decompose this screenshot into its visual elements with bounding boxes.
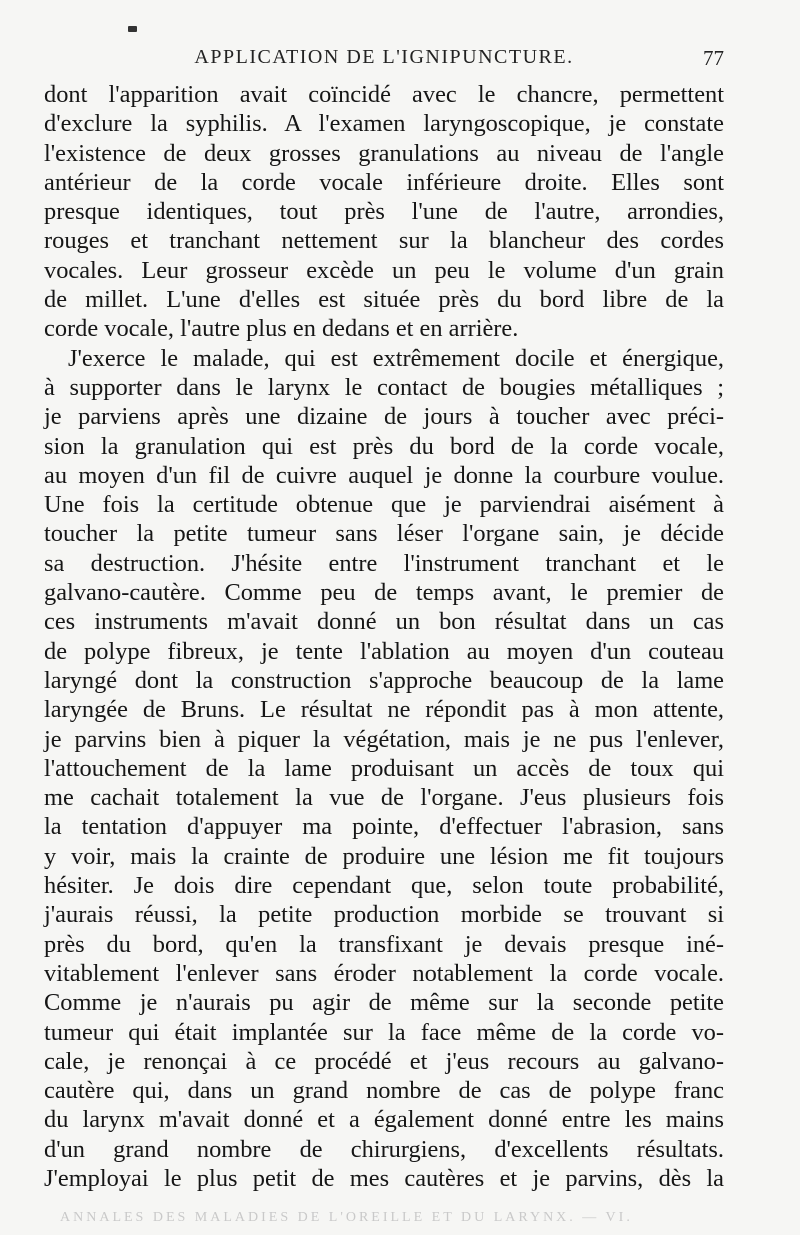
text-line: antérieur de la corde vocale inférieure droite. Elles sont (44, 168, 724, 196)
bleed-through-footer: ANNALES DES MALADIES DE L'OREILLE ET DU LARYNX. — VI. (60, 1210, 633, 1225)
text-line: presque identiques, tout près l'une de l'autre, arrondies, (44, 198, 724, 226)
text-line: Une fois la certitude obtenue que je parviendrai aisément à (44, 491, 724, 519)
text-line: du larynx m'avait donné et a également donné entre les mains (44, 1106, 724, 1134)
text-line: tumeur qui était implantée sur la face même de la corde vo- (44, 1018, 724, 1046)
text-line: sa destruction. J'hésite entre l'instrument tranchant et le (44, 549, 724, 577)
text-line: de polype fibreux, je tente l'ablation au moyen d'un couteau (44, 637, 724, 665)
text-line: près du bord, qu'en la transfixant je devais presque iné- (44, 930, 724, 958)
text-line: d'exclure la syphilis. A l'examen laryngoscopique, je constate (44, 110, 724, 138)
text-line: la tentation d'appuyer ma pointe, d'effectuer l'abrasion, sans (44, 813, 724, 841)
text-line: cautère qui, dans un grand nombre de cas de polype franc (44, 1077, 724, 1105)
text-line: corde vocale, l'autre plus en dedans et en arrière. (44, 315, 519, 343)
text-line: je parviens après une dizaine de jours à toucher avec préci- (44, 403, 724, 431)
text-line: j'aurais réussi, la petite production morbide se trouvant si (44, 901, 724, 929)
text-line: J'employai le plus petit de mes cautères et je parvins, dès la (44, 1164, 724, 1192)
text-line: au moyen d'un fil de cuivre auquel je donne la courbure voulue. (44, 461, 724, 489)
text-line: toucher la petite tumeur sans léser l'organe sain, je décide (44, 520, 724, 548)
text-line: rouges et tranchant nettement sur la blancheur des cordes (44, 227, 724, 255)
text-line: J'exerce le malade, qui est extrêmement docile et énergique, (68, 344, 724, 372)
text-line: laryngé dont la construction s'approche beaucoup de la lame (44, 666, 724, 694)
text-line: hésiter. Je dois dire cependant que, selon toute probabilité, (44, 872, 724, 900)
page-header (44, 46, 724, 72)
text-line: sion la granulation qui est près du bord de la corde vocale, (44, 432, 724, 460)
text-line: laryngée de Bruns. Le résultat ne répondit pas à mon attente, (44, 696, 724, 724)
text-line: y voir, mais la crainte de produire une lésion me fit toujours (44, 842, 724, 870)
text-line: de millet. L'une d'elles est située près du bord libre de la (44, 286, 724, 314)
text-line: l'attouchement de la lame produisant un accès de toux qui (44, 754, 724, 782)
body-text (44, 80, 724, 1193)
running-title: APPLICATION DE L'IGNIPUNCTURE. (194, 46, 574, 68)
page-number: 77 (703, 46, 724, 70)
text-line: vitablement l'enlever sans éroder notablement la corde vocale. (44, 959, 724, 987)
text-line: me cachait totalement la vue de l'organe. J'eus plusieurs fois (44, 784, 724, 812)
text-line: ces instruments m'avait donné un bon résultat dans un cas (44, 608, 724, 636)
text-line: dont l'apparition avait coïncidé avec le chancre, permettent (44, 81, 724, 108)
text-line: l'existence de deux grosses granulations au niveau de l'angle (44, 139, 724, 167)
text-line: je parvins bien à piquer la végétation, mais je ne pus l'enlever, (44, 725, 724, 753)
text-line: cale, je renonçai à ce procédé et j'eus recours au galvano- (44, 1047, 724, 1075)
text-line: Comme je n'aurais pu agir de même sur la seconde petite (44, 989, 724, 1017)
print-mark (128, 26, 137, 32)
text-line: d'un grand nombre de chirurgiens, d'excellents résultats. (44, 1135, 724, 1163)
text-line: vocales. Leur grosseur excède un peu le volume d'un grain (44, 256, 724, 284)
text-line: galvano-cautère. Comme peu de temps avant, le premier de (44, 579, 724, 607)
text-line: à supporter dans le larynx le contact de bougies métalliques ; (44, 373, 724, 401)
